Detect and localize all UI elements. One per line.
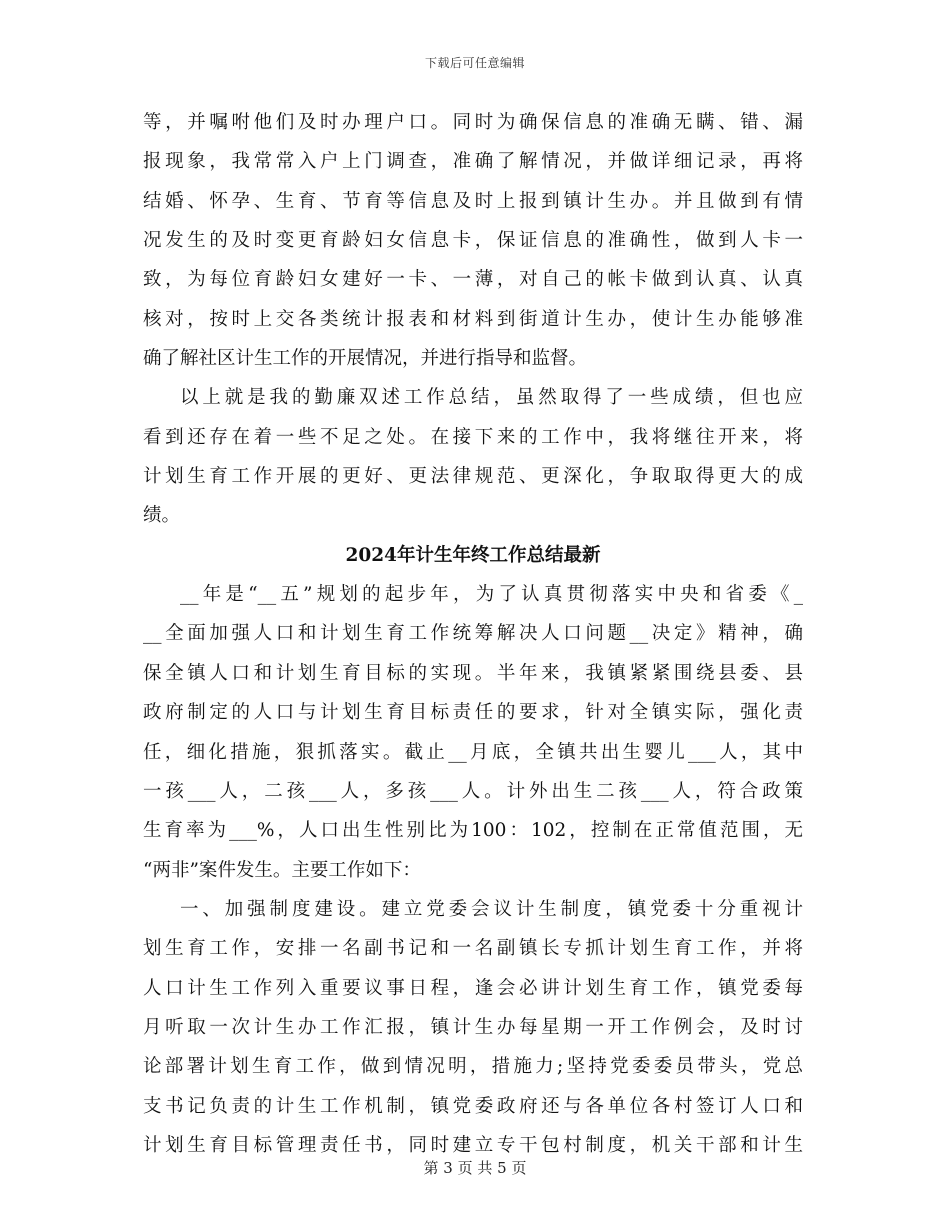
text-line: 月听取一次计生办工作汇报，镇计生办每星期一开工作例会，及时讨: [143, 1016, 803, 1038]
text-line: 计划生育目标管理责任书，同时建立专干包村制度，机关干部和计生: [143, 1134, 803, 1156]
text-line: 支书记负责的计生工作机制，镇党委政府还与各单位各村签订人口和: [143, 1095, 803, 1117]
document-body: [143, 103, 803, 1165]
text-line: 任，细化措施，狠抓落实。截止__月底，全镇共出生婴儿___人，其中: [143, 741, 803, 763]
text-line: 政府制定的人口与计划生育目标责任的要求，针对全镇实际，强化责: [143, 702, 803, 724]
text-line: 保全镇人口和计划生育目标的实现。半年来，我镇紧紧围绕县委、县: [143, 662, 803, 684]
paragraph: [143, 378, 803, 535]
page-footer: 第 3 页 共 5 页: [423, 1159, 527, 1177]
text-line: 人口计生工作列入重要议事日程，逢会必讲计划生育工作，镇党委每: [143, 977, 803, 999]
section-title: 2024年计生年终工作总结最新: [345, 544, 601, 566]
paragraph: [143, 575, 803, 890]
text-line: 等，并嘱咐他们及时办理户口。同时为确保信息的准确无瞒、错、漏: [143, 112, 803, 133]
text-line: __全面加强人口和计划生育工作统筹解决人口问题__决定》精神，确: [143, 623, 803, 645]
text-line: 结婚、怀孕、生育、节育等信息及时上报到镇计生办。并且做到有情: [143, 190, 803, 212]
text-line: 致，为每位育龄妇女建好一卡、一薄，对自己的帐卡做到认真、认真: [143, 269, 803, 291]
text-line: 以上就是我的勤廉双述工作总结，虽然取得了一些成绩，但也应: [180, 387, 803, 409]
text-line: 划生育工作，安排一名副书记和一名副镇长专抓计划生育工作，并将: [143, 938, 803, 960]
text-line: 生育率为___%，人口出生性别比为100：102，控制在正常值范围，无: [143, 820, 803, 842]
text-line: 确了解社区计生工作的开展情况，并进行指导和监督。: [143, 348, 588, 370]
text-line: “两非”案件发生。主要工作如下：: [143, 859, 421, 881]
text-line: 看到还存在着一些不足之处。在接下来的工作中，我将继往开来，将: [143, 426, 803, 448]
text-line: 报现象，我常常入户上门调查，准确了解情况，并做详细记录，再将: [143, 151, 803, 173]
page-header: 下载后可任意编辑: [424, 56, 525, 70]
text-line: 计划生育工作开展的更好、更法律规范、更深化，争取取得更大的成: [143, 466, 803, 488]
text-line: 一孩___人，二孩___人，多孩___人。计外出生二孩___人，符合政策: [143, 780, 803, 802]
text-line: 况发生的及时变更育龄妇女信息卡，保证信息的准确性，做到人卡一: [143, 230, 803, 252]
text-line: 核对，按时上交各类统计报表和材料到街道计生办，使计生办能够准: [143, 308, 803, 330]
text-line: 一、加强制度建设。建立党委会议计生制度，镇党委十分重视计: [180, 898, 803, 920]
text-line: __年是“__五”规划的起步年，为了认真贯彻落实中央和省委《_: [180, 584, 803, 606]
paragraph: [143, 890, 803, 1165]
paragraph: [143, 103, 803, 378]
text-line: 论部署计划生育工作，做到情况明，措施力;坚持党委委员带头，党总: [143, 1056, 803, 1078]
text-line: 绩。: [143, 505, 181, 527]
